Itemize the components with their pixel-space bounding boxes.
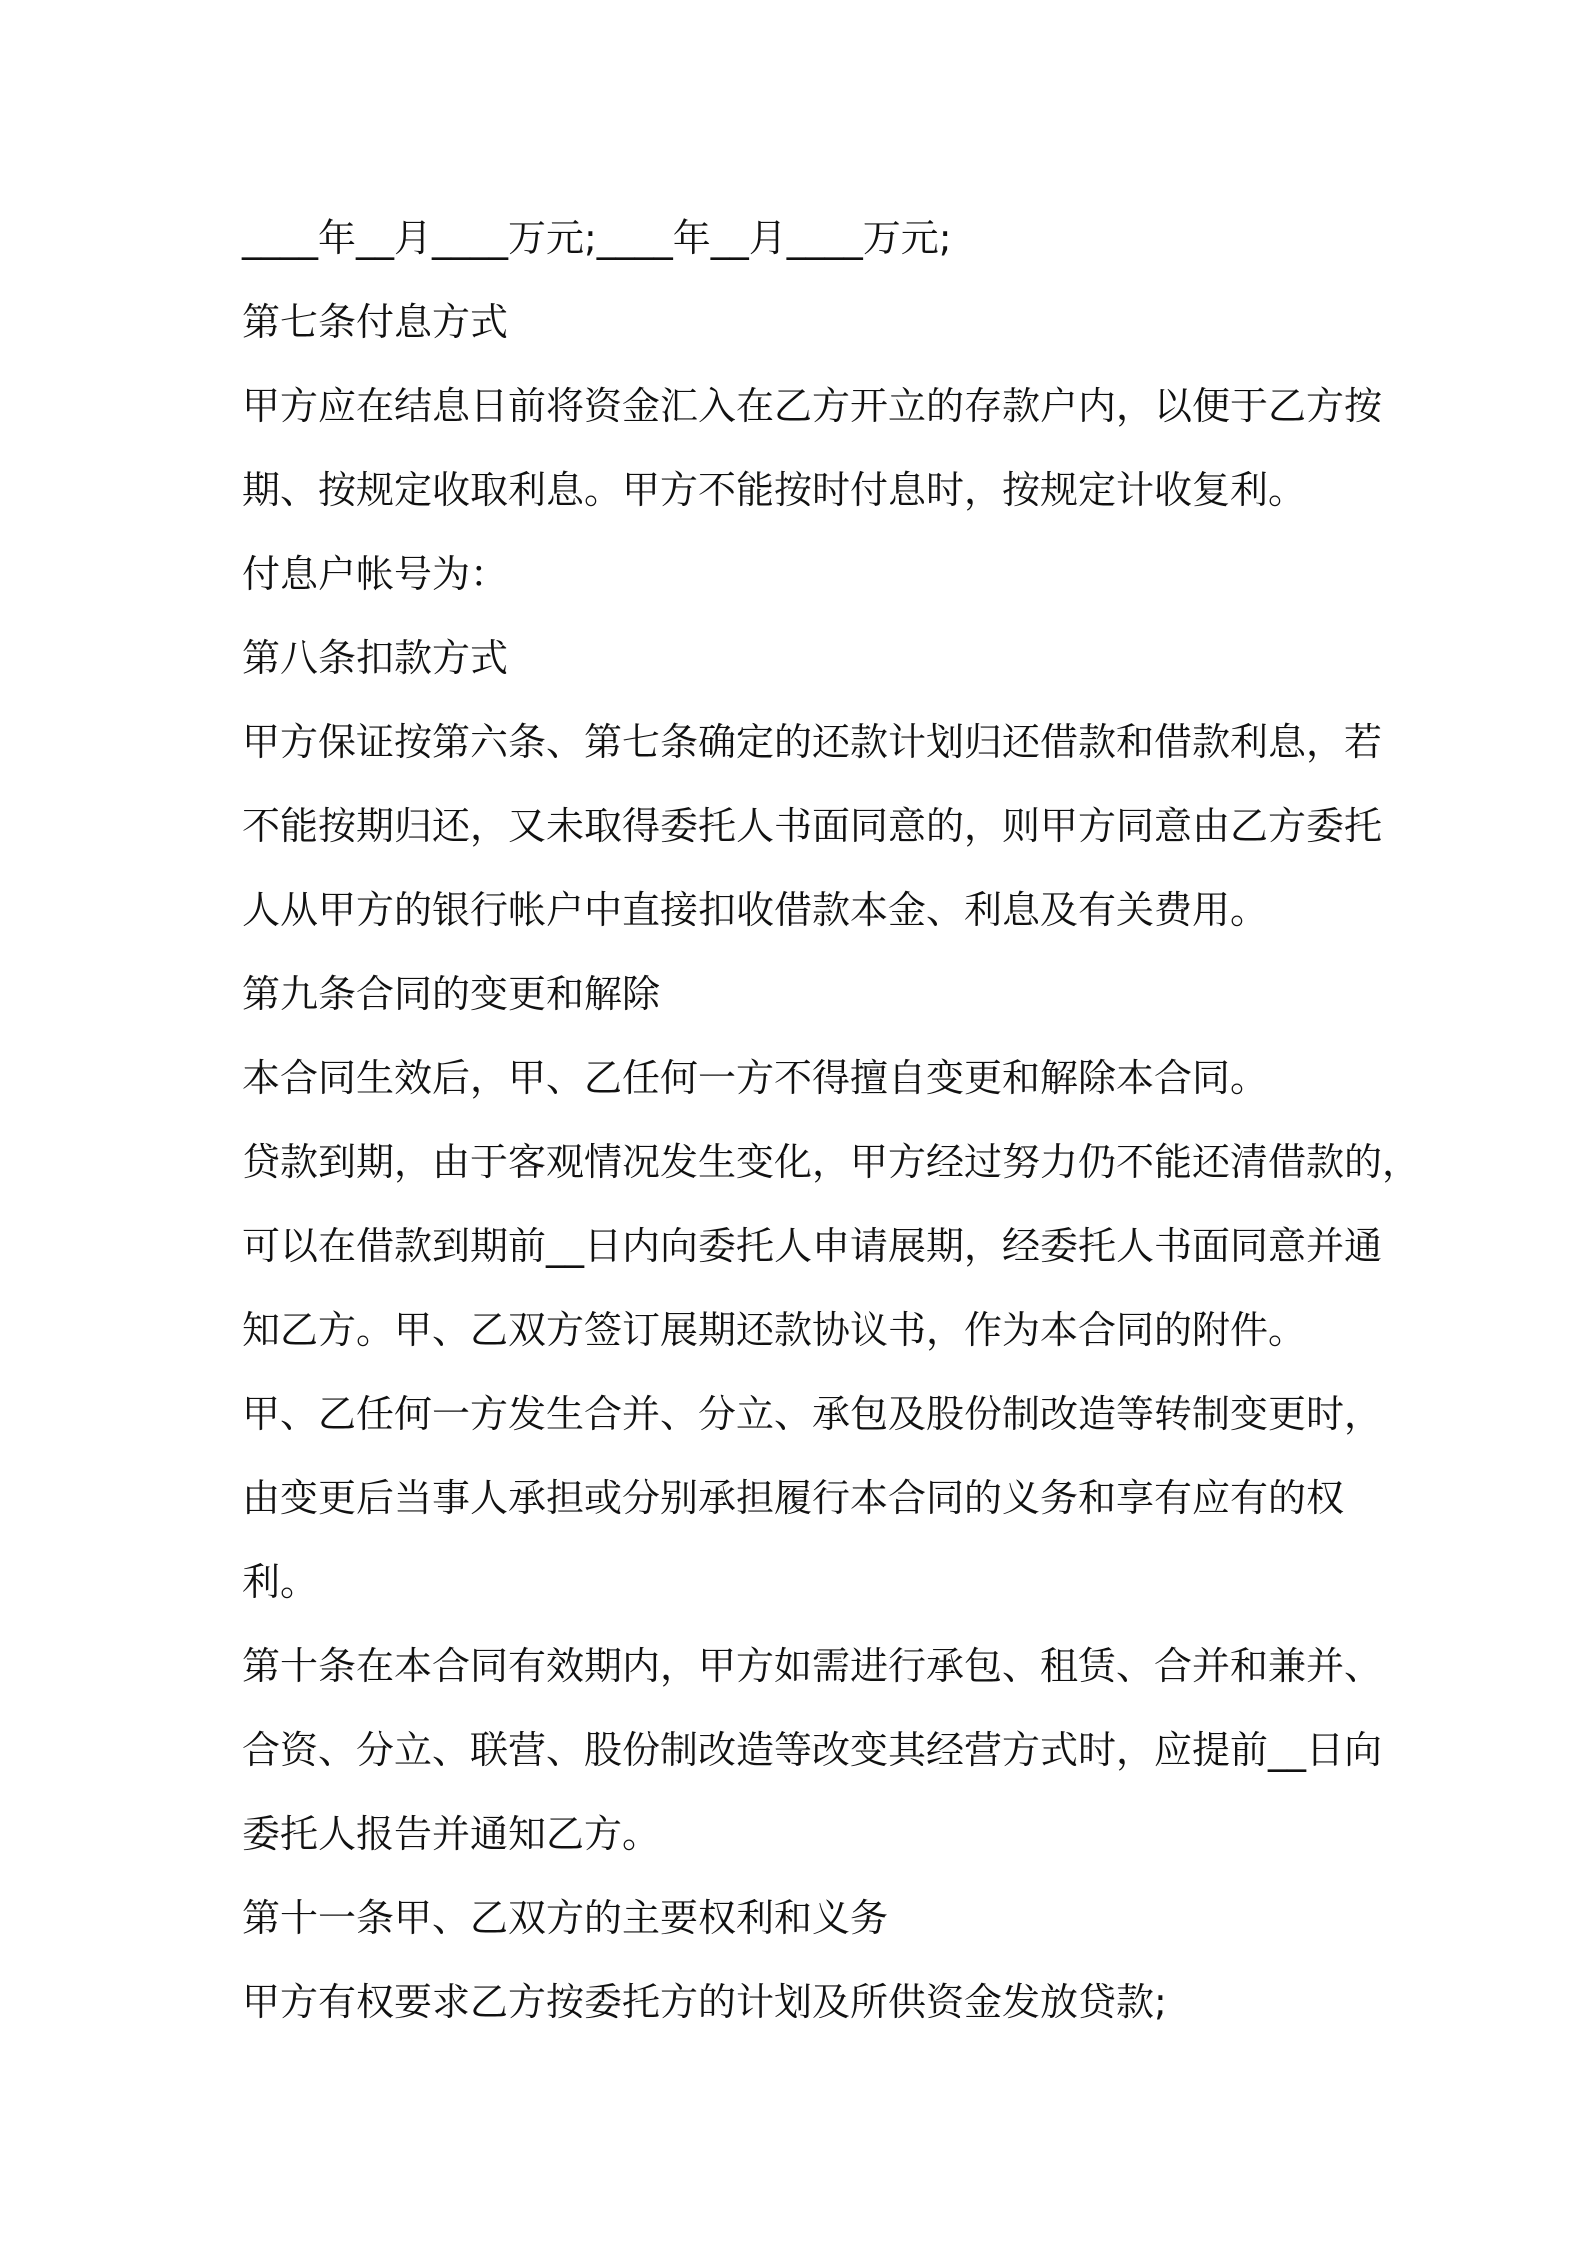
text-line: 期、按规定收取利息。甲方不能按时付息时，按规定计收复利。: [242, 468, 1307, 512]
text-line: 本合同生效后，甲、乙任何一方不得擅自变更和解除本合同。: [242, 1056, 1269, 1100]
text-line-article-10: 第十条在本合同有效期内，甲方如需进行承包、租赁、合并和兼并、: [242, 1644, 1383, 1688]
text-line: 贷款到期，由于客观情况发生变化，甲方经过努力仍不能还清借款的，: [242, 1140, 1421, 1184]
text-line: 知乙方。甲、乙双方签订展期还款协议书，作为本合同的附件。: [242, 1308, 1307, 1352]
text-line: 合资、分立、联营、股份制改造等改变其经营方式时，应提前__日向: [242, 1728, 1383, 1772]
text-line: 不能按期归还，又未取得委托人书面同意的，则甲方同意由乙方委托: [242, 804, 1383, 848]
section-heading-article-7: 第七条付息方式: [242, 300, 509, 344]
section-heading-article-9: 第九条合同的变更和解除: [242, 972, 661, 1016]
text-line: 甲方有权要求乙方按委托方的计划及所供资金发放贷款;: [242, 1980, 1167, 2024]
text-line: 由变更后当事人承担或分别承担履行本合同的义务和享有应有的权: [242, 1476, 1345, 1520]
text-line: 委托人报告并通知乙方。: [242, 1812, 661, 1856]
text-line: ____年__月____万元;____年__月____万元;: [242, 216, 952, 260]
document-body: [242, 196, 1421, 2044]
text-line: 付息户帐号为：: [242, 552, 509, 596]
section-heading-article-11: 第十一条甲、乙双方的主要权利和义务: [242, 1896, 889, 1940]
text-line: 人从甲方的银行帐户中直接扣收借款本金、利息及有关费用。: [242, 888, 1269, 932]
section-heading-article-8: 第八条扣款方式: [242, 636, 509, 680]
text-line: 甲、乙任何一方发生合并、分立、承包及股份制改造等转制变更时，: [242, 1392, 1383, 1436]
text-line: 甲方应在结息日前将资金汇入在乙方开立的存款户内，以便于乙方按: [242, 384, 1383, 428]
text-line: 利。: [242, 1560, 319, 1604]
text-line: 可以在借款到期前__日内向委托人申请展期，经委托人书面同意并通: [242, 1224, 1383, 1268]
text-line: 甲方保证按第六条、第七条确定的还款计划归还借款和借款利息，若: [242, 720, 1383, 764]
